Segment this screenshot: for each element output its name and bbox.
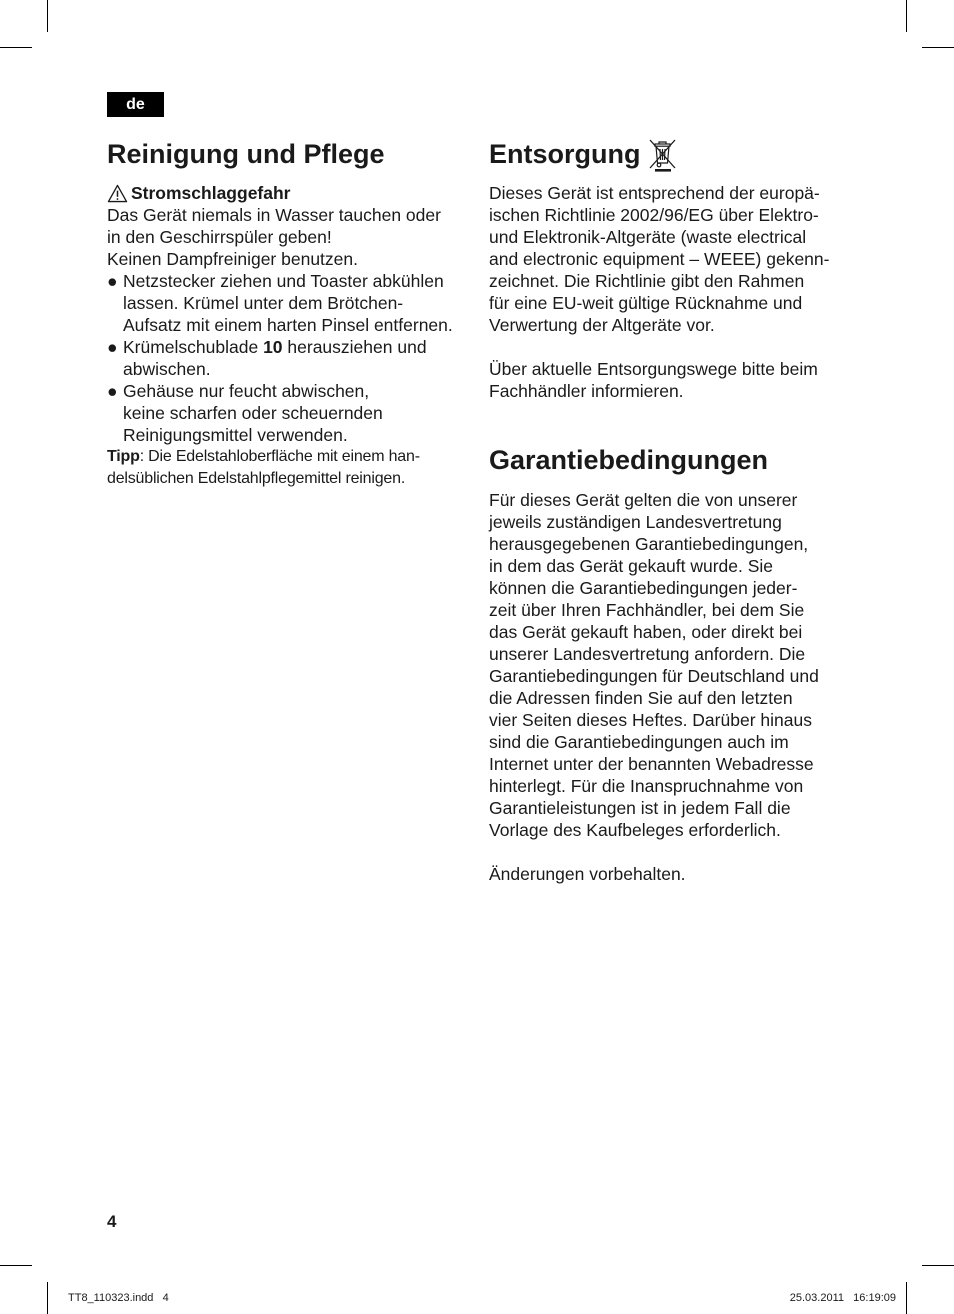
warranty-line: Für dieses Gerät gelten die von unserer xyxy=(489,490,798,510)
warranty-line: unserer Landesvertretung anfordern. Die xyxy=(489,644,806,664)
cleaning-heading: Reinigung und Pflege xyxy=(107,139,385,169)
disposal-line: and electronic equipment – WEEE) gekenn- xyxy=(489,249,830,269)
tip-line: delsüblichen Edelstahlpflegemittel reinigen. xyxy=(107,470,406,487)
bullet-icon: ● xyxy=(107,271,118,291)
disposal-warranty-section xyxy=(489,136,851,885)
page-number: 4 xyxy=(107,1212,117,1231)
warning-triangle-icon xyxy=(107,184,128,203)
list-item xyxy=(107,336,469,380)
crop-mark xyxy=(47,0,48,32)
spacer xyxy=(489,841,851,863)
crop-mark xyxy=(922,47,954,48)
list-item-line: Reinigungsmittel verwenden. xyxy=(123,425,348,445)
list-item-line: abwischen. xyxy=(123,359,211,379)
warranty-line: zeit über Ihren Fachhändler, bei dem Sie xyxy=(489,600,805,620)
disposal-line: zeichnet. Die Richtlinie gibt den Rahmen xyxy=(489,271,805,291)
list-item xyxy=(107,270,469,336)
disposal-line: für eine EU-weit gültige Rücknahme und xyxy=(489,293,803,313)
warning-line: Das Gerät niemals in Wasser tauchen oder xyxy=(107,205,441,225)
list-item-line: Aufsatz mit einem harten Pinsel entfernen. xyxy=(123,315,453,335)
warranty-line: können die Garantiebedingungen jeder- xyxy=(489,578,798,598)
list-item-line xyxy=(123,336,469,358)
crossed-out-wheelie-bin-icon xyxy=(646,136,680,172)
crop-mark xyxy=(906,1282,907,1314)
tip-paragraph xyxy=(107,446,469,490)
disposal-line: ischen Richtlinie 2002/96/EG über Elektro- xyxy=(489,205,819,225)
list-item-line: keine scharfen oder scheuernden xyxy=(123,403,383,423)
list-item-text: Krümelschublade xyxy=(123,337,264,357)
tip-line xyxy=(107,446,469,468)
disposal-line: Verwertung der Altgeräte vor. xyxy=(489,315,715,335)
footer-datetime: 25.03.2011 16:19:09 xyxy=(789,1292,896,1304)
warranty-line: in dem das Gerät gekauft wurde. Sie xyxy=(489,556,774,576)
warning-line: Keinen Dampfreiniger benutzen. xyxy=(107,249,358,269)
warranty-line: Vorlage des Kaufbeleges erforderlich. xyxy=(489,820,781,840)
bullet-icon: ● xyxy=(107,381,118,401)
changes-note: Änderungen vorbehalten. xyxy=(489,864,686,884)
warranty-line: Garantiebedingungen für Deutschland und xyxy=(489,666,819,686)
warranty-line: hinterlegt. Für die Inanspruchnahme von xyxy=(489,776,804,796)
crop-mark xyxy=(0,47,32,48)
warranty-line: die Adressen finden Sie auf den letzten xyxy=(489,688,793,708)
disposal-info-line: Fachhändler informieren. xyxy=(489,381,684,401)
language-tab: de xyxy=(107,92,164,117)
warranty-line: sind die Garantiebedingungen auch im xyxy=(489,732,789,752)
tip-text: : Die Edelstahloberfläche mit einem han- xyxy=(139,448,420,465)
crop-mark xyxy=(906,0,907,32)
list-item-line: Gehäuse nur feucht abwischen, xyxy=(123,381,370,401)
crop-mark xyxy=(922,1265,954,1266)
warranty-line: jeweils zuständigen Landesvertretung xyxy=(489,512,782,532)
footer-file: TT8_110323.indd 4 xyxy=(68,1292,169,1304)
warranty-line: Internet unter der benannten Webadresse xyxy=(489,754,814,774)
disposal-info-line: Über aktuelle Entsorgungswege bitte beim xyxy=(489,359,818,379)
cleaning-section xyxy=(107,136,469,490)
part-number: 10 xyxy=(263,337,283,357)
list-item-line: Netzstecker ziehen und Toaster abkühlen xyxy=(123,271,444,291)
list-item-text: herausziehen und xyxy=(282,337,427,357)
bullet-icon: ● xyxy=(107,337,118,357)
crop-mark xyxy=(47,1282,48,1314)
spacer xyxy=(489,336,851,358)
warranty-line: das Gerät gekauft haben, oder direkt bei xyxy=(489,622,803,642)
disposal-line: und Elektronik-Altgeräte (waste electrical xyxy=(489,227,807,247)
crop-mark xyxy=(0,1265,32,1266)
warranty-heading: Garantiebedingungen xyxy=(489,445,769,475)
cleaning-steps-list xyxy=(107,270,469,446)
warning-title-text: Stromschlaggefahr xyxy=(131,183,291,203)
warranty-line: Garantieleistungen ist in jedem Fall die xyxy=(489,798,791,818)
disposal-heading-text: Entsorgung xyxy=(489,139,641,169)
disposal-heading xyxy=(489,136,851,172)
list-item xyxy=(107,380,469,446)
disposal-line: Dieses Gerät ist entsprechend der europä- xyxy=(489,183,820,203)
list-item-line: lassen. Krümel unter dem Brötchen- xyxy=(123,293,404,313)
warning-title xyxy=(107,182,469,204)
warranty-line: herausgegebenen Garantiebedingungen, xyxy=(489,534,809,554)
tip-label: Tipp xyxy=(107,448,140,465)
warning-line: in den Geschirrspüler geben! xyxy=(107,227,332,247)
warranty-line: vier Seiten dieses Heftes. Darüber hinaus xyxy=(489,710,812,730)
